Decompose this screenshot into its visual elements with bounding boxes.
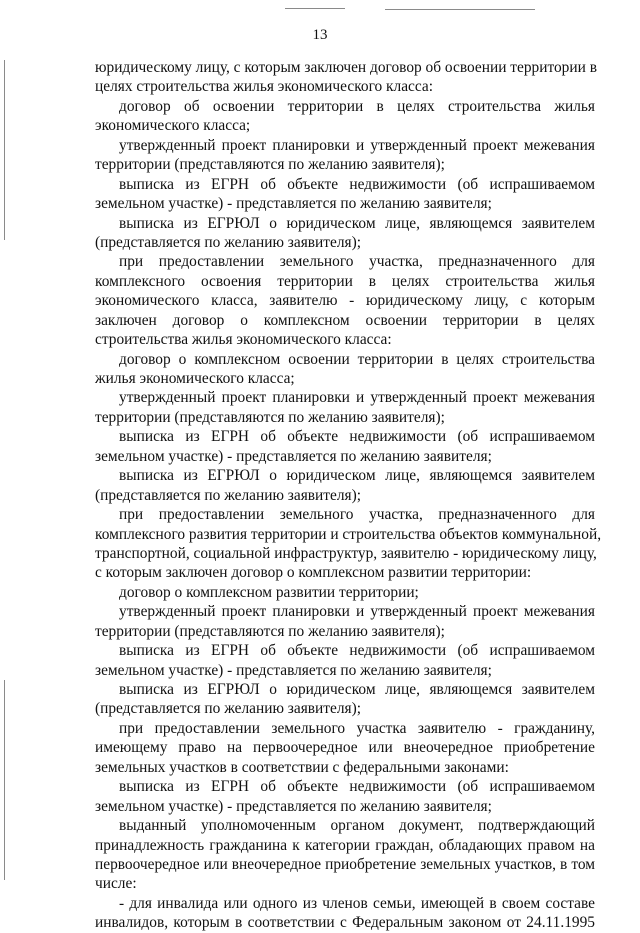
- text-line: при предоставлении земельного участка, предназначенного для: [119, 253, 595, 271]
- page-number: 13: [312, 27, 328, 43]
- text-line: экономического класса;: [95, 117, 251, 135]
- text-line: юридическому лицу, с которым заключен договор об освоении территории в: [95, 59, 597, 76]
- text-line: земельном участке) - представляется по желанию заявителя;: [95, 797, 492, 815]
- text-line: договор о комплексном развитии территории;: [119, 583, 419, 601]
- text-line: с которым заключен договор о комплексном развитии территории:: [95, 564, 532, 582]
- text-line: выписка из ЕГРН об объекте недвижимости (об испрашиваемом: [119, 175, 595, 193]
- text-line: территории (представляются по желанию заявителя);: [95, 156, 445, 174]
- text-line: утвержденный проект планировки и утвержденный проект межевания: [119, 603, 595, 621]
- text-line: первоочередное или внеочередное приобретение земельных участков, в том: [95, 855, 595, 873]
- text-line: земельном участке) - представляется по желанию заявителя;: [95, 447, 492, 465]
- text-line: земельном участке) - представляется по желанию заявителя;: [95, 661, 492, 679]
- text-line: инвалидов, которым в соответствии с Федеральным законом от 24.11.1995: [95, 914, 595, 932]
- text-line: экономического класса, заявителю - юридическому лицу, с которым: [95, 292, 595, 310]
- text-line: выписка из ЕГРН об объекте недвижимости (об испрашиваемом: [119, 428, 595, 446]
- text-line: комплексного развития территории и строительства объектов коммунальной,: [95, 525, 602, 543]
- text-line: строительства жилья экономического класса:: [95, 331, 392, 349]
- text-line: земельном участке) - представляется по желанию заявителя;: [95, 195, 492, 213]
- document-body: [95, 58, 602, 933]
- text-line: транспортной, социальной инфраструктур, заявителю - юридическому лицу,: [95, 544, 597, 562]
- text-line: - для инвалида или одного из членов семьи, имеющей в своем составе: [119, 894, 595, 912]
- text-line: числе:: [95, 875, 137, 893]
- text-line: выписка из ЕГРН об объекте недвижимости (об испрашиваемом: [119, 642, 595, 660]
- text-line: при предоставлении земельного участка, предназначенного для: [119, 506, 595, 524]
- text-line: (представляется по желанию заявителя);: [95, 486, 361, 504]
- text-line: жилья экономического класса;: [95, 370, 295, 387]
- text-line: выписка из ЕГРЮЛ о юридическом лице, являющемся заявителем: [119, 467, 595, 485]
- text-line: выписка из ЕГРН об объекте недвижимости (об испрашиваемом: [119, 778, 595, 796]
- text-line: выписка из ЕГРЮЛ о юридическом лице, являющемся заявителем: [119, 214, 595, 232]
- text-line: утвержденный проект планировки и утвержденный проект межевания: [119, 136, 595, 154]
- text-line: утвержденный проект планировки и утвержденный проект межевания: [119, 389, 595, 407]
- text-line: (представляется по желанию заявителя);: [95, 700, 361, 718]
- text-line: территории (представляются по желанию заявителя);: [95, 408, 445, 426]
- text-line: договор о комплексном освоении территории в целях строительства: [119, 350, 595, 368]
- text-line: заключен договор о комплексном освоении территории в целях: [95, 311, 595, 329]
- text-line: принадлежность гражданина к категории граждан, обладающих правом на: [95, 836, 595, 854]
- scan-artifact-left-edge-lower: [4, 680, 5, 880]
- text-line: (представляется по желанию заявителя);: [95, 233, 361, 251]
- scan-artifact-top: [285, 8, 345, 9]
- text-line: договор об освоении территории в целях строительства жилья: [119, 97, 595, 115]
- text-line: целях строительства жилья экономического класса:: [95, 78, 433, 96]
- text-line: комплексного освоения территории в целях строительства жилья: [95, 272, 595, 290]
- text-line: земельных участков в соответствии с федеральными законами:: [95, 758, 509, 776]
- text-line: при предоставлении земельного участка заявителю - гражданину,: [119, 719, 595, 737]
- text-line: выписка из ЕГРЮЛ о юридическом лице, являющемся заявителем: [119, 681, 595, 698]
- text-line: территории (представляются по желанию заявителя);: [95, 622, 445, 640]
- text-line: имеющему право на первоочередное или внеочередное приобретение: [95, 739, 595, 757]
- text-line: выданный уполномоченным органом документ, подтверждающий: [119, 817, 595, 835]
- scan-artifact-top-right: [385, 9, 535, 10]
- scan-artifact-left-edge: [4, 60, 5, 240]
